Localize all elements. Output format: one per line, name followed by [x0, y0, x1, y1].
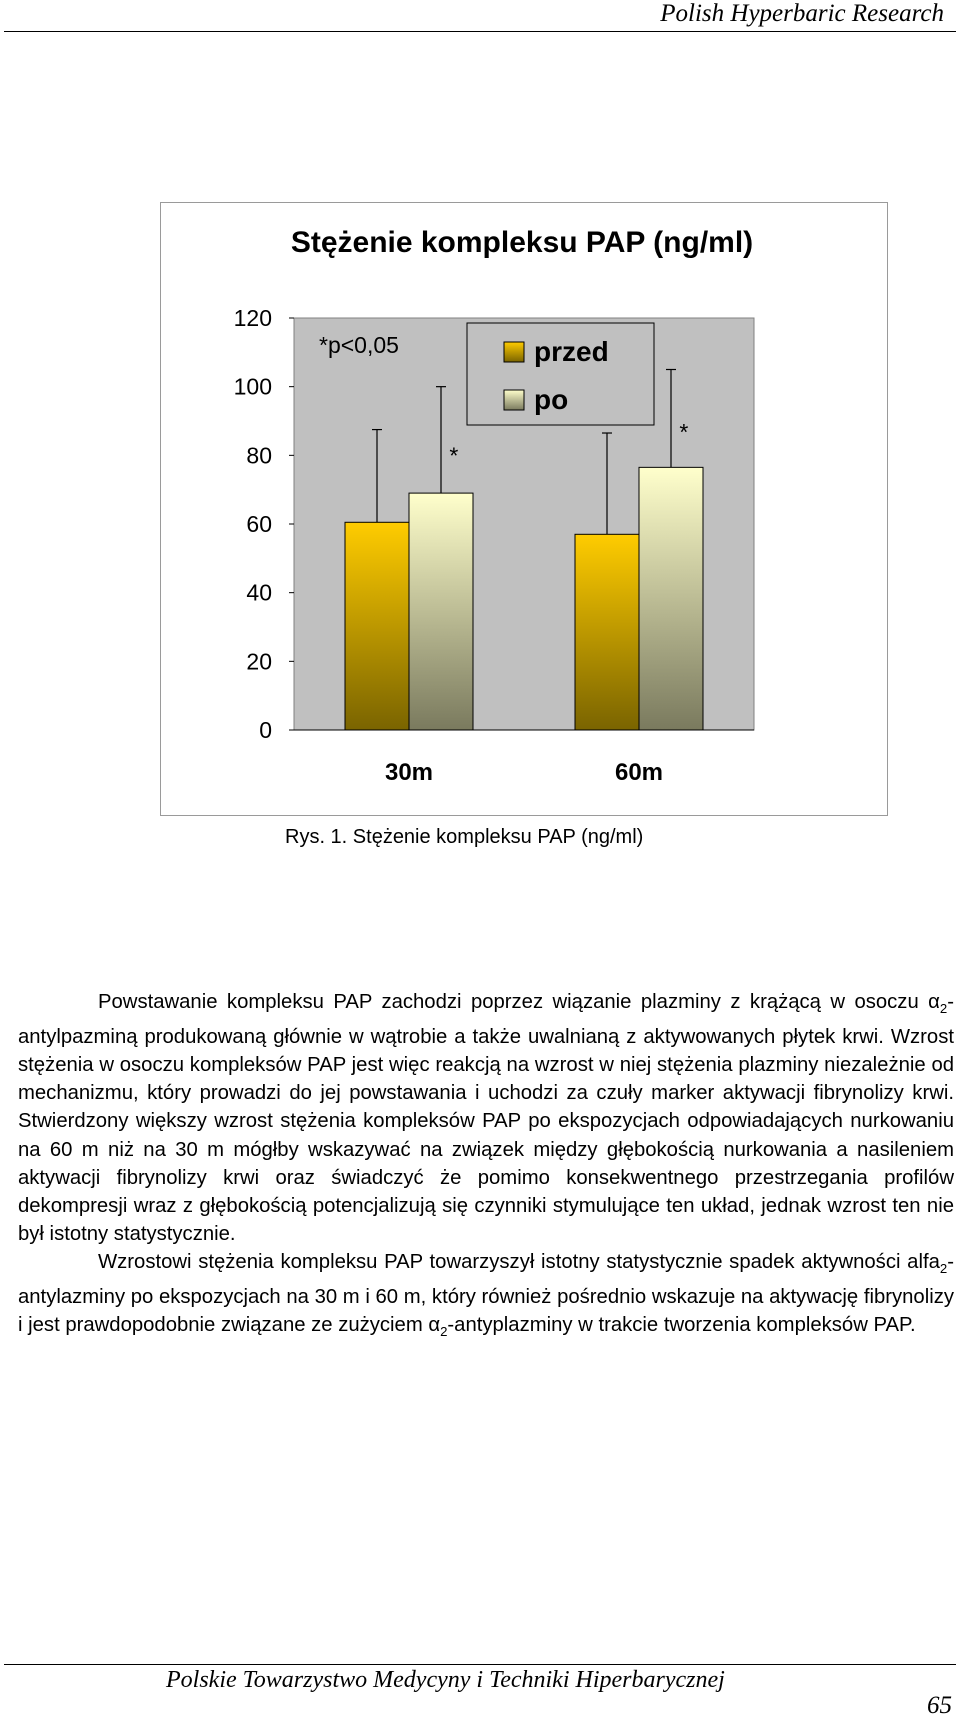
paragraph-text: Powstawanie kompleksu PAP zachodzi poprzez wiązanie plazminy z krążącą w osoczu α	[98, 991, 940, 1013]
legend-swatch-po	[504, 390, 524, 410]
legend-swatch-przed	[504, 342, 524, 362]
bar-przed-60m	[575, 534, 639, 730]
chart-title: Stężenie kompleksu PAP (ng/ml)	[290, 226, 754, 259]
legend-label-po: po	[534, 384, 569, 415]
legend-label-przed: przed	[534, 336, 609, 367]
y-tick-label: 20	[246, 648, 272, 675]
paragraph-text: -antyplazminy w trakcie tworzenia kompleksów PAP.	[447, 1314, 916, 1337]
page-number: 65	[927, 1692, 952, 1719]
y-tick-label: 60	[246, 511, 272, 537]
legend	[467, 323, 654, 425]
paragraph-text: Wzrostowi stężenia kompleksu PAP towarzyszył istotny statystycznie spadek aktywności alfa	[98, 1250, 940, 1273]
significance-star: *	[679, 418, 689, 445]
y-tick-label: 80	[246, 442, 272, 469]
article-body	[18, 988, 954, 1346]
subscript: 2	[440, 1324, 448, 1340]
society-name: Polskie Towarzystwo Medycyny i Techniki Hiperbarycznej	[166, 1667, 725, 1693]
footer-divider	[4, 1664, 956, 1665]
journal-title: Polish Hyperbaric Research	[660, 0, 944, 27]
x-axis-labels	[385, 759, 663, 786]
y-tick-label: 0	[259, 717, 272, 743]
x-category-label: 60m	[614, 759, 664, 786]
y-tick-label: 100	[233, 373, 272, 400]
significance-annotation: *p<0,05	[319, 332, 399, 358]
subscript: 2	[939, 1001, 948, 1017]
significance-star: *	[449, 442, 459, 469]
subscript: 2	[939, 1260, 948, 1276]
paragraph-text: -antylpazminą produkowaną głównie w wątrobie a także uwalnianą z aktywowanych płytek krwi. Wzrost stężenia w osoczu kompleksów PAP jest więc reakcją na wzrost w niej stężenia plazminy niezależnie od mechanizmu, który prowadzi do jej powstawania i uchodzi za czuły marker aktywacji fibrynolizy krwi. Stwierdzony większy wzrost stężenia kompleksów PAP po ekspozycjach odpowiadających nurkowaniu na 60 m niż na 30 m mógłby wskazywać na związek między głębokością nurkowania a nasileniem aktywacji fibrynolizy krwi oraz świadczyć że pomimo konsekwentnego przestrzegania profilów dekompresji wraz z głębokością potencjalizują się czynniki stymulujące ten układ, jednak wzrost ten nie był istotny statystycznie.	[18, 991, 954, 1245]
pap-chart	[0, 0, 960, 830]
paragraph-2	[18, 1248, 954, 1346]
y-axis-ticks	[234, 305, 294, 743]
bar-po-30m	[409, 493, 473, 730]
paragraph-text: -antylazminy po ekspozycjach na 30 m i 60 m, który również pośrednio wskazuje na aktywację fibrynolizy i jest prawdopodobnie związane ze zużyciem α	[18, 1250, 954, 1337]
x-category-label: 30m	[384, 759, 434, 786]
bar-przed-30m	[345, 522, 409, 730]
paragraph-1	[18, 988, 954, 1248]
bar-po-60m	[639, 467, 703, 730]
figure-caption: Rys. 1. Stężenie kompleksu PAP (ng/ml)	[285, 826, 644, 848]
y-tick-label: 40	[246, 579, 272, 606]
y-tick-label: 120	[233, 305, 272, 331]
